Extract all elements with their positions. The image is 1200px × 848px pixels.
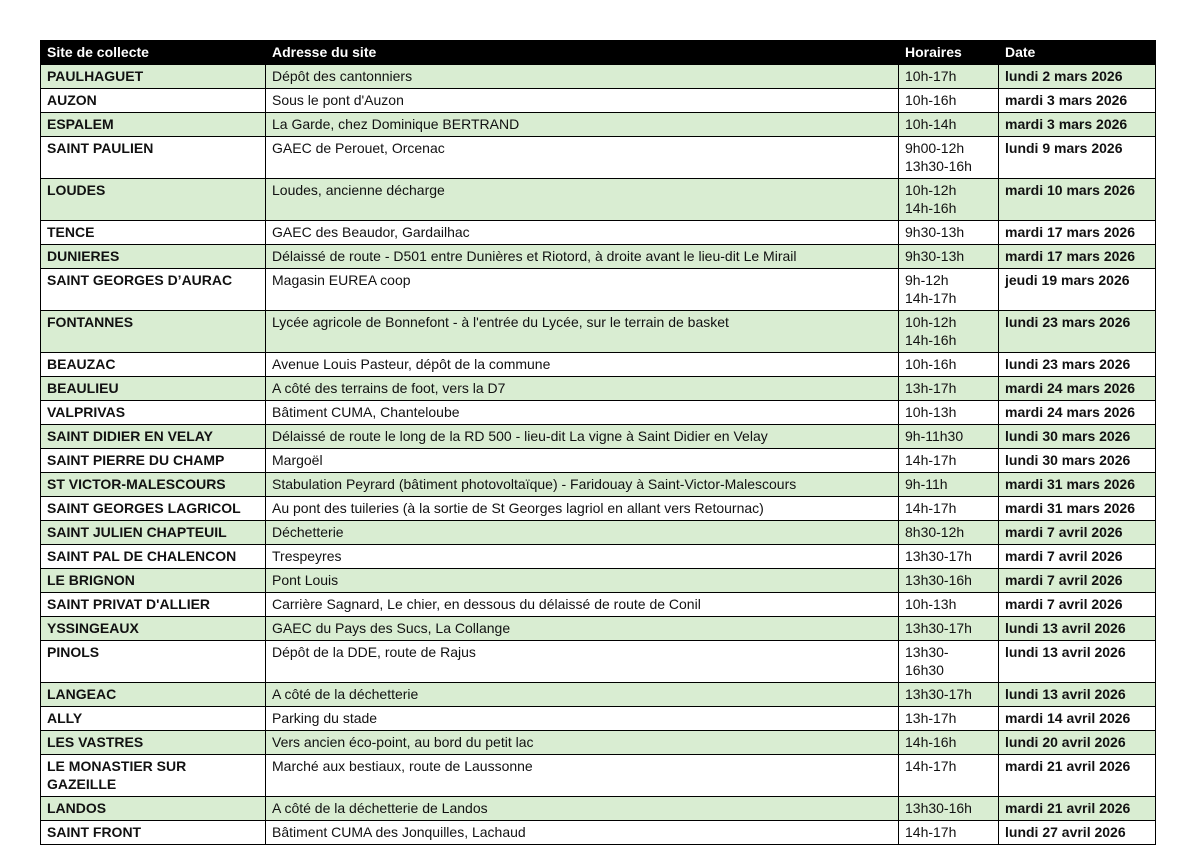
site-cell: DUNIERES [41, 245, 266, 269]
table-row [41, 821, 1156, 845]
hours-cell [899, 797, 999, 821]
table-row [41, 137, 1156, 179]
hours-line: 13h30-16h [905, 800, 972, 816]
site-cell: LANDOS [41, 797, 266, 821]
hours-line: 14h-16h [905, 734, 957, 750]
site-cell: AUZON [41, 89, 266, 113]
site-cell: LES VASTRES [41, 731, 266, 755]
address-cell: Avenue Louis Pasteur, dépôt de la commune [266, 353, 899, 377]
hours-line: 14h-16h [905, 200, 957, 216]
hours-line: 14h-17h [905, 758, 957, 774]
hours-cell [899, 569, 999, 593]
table-row [41, 497, 1156, 521]
address-cell: GAEC du Pays des Sucs, La Collange [266, 617, 899, 641]
table-row [41, 269, 1156, 311]
address-cell: Bâtiment CUMA, Chanteloube [266, 401, 899, 425]
date-cell: mardi 14 avril 2026 [999, 707, 1156, 731]
address-cell: Magasin EUREA coop [266, 269, 899, 311]
site-cell: SAINT FRONT [41, 821, 266, 845]
address-cell: Au pont des tuileries (à la sortie de St Georges lagriol en allant vers Retournac) [266, 497, 899, 521]
hours-line: 10h-16h [905, 92, 957, 108]
date-cell: lundi 2 mars 2026 [999, 65, 1156, 89]
column-header-address: Adresse du site [266, 41, 899, 65]
hours-cell [899, 545, 999, 569]
date-cell: mardi 21 avril 2026 [999, 797, 1156, 821]
collection-schedule-table [40, 40, 1156, 845]
site-cell: SAINT GEORGES LAGRICOL [41, 497, 266, 521]
hours-line: 9h30-13h [905, 224, 965, 240]
table-row [41, 797, 1156, 821]
hours-line: 13h-17h [905, 710, 957, 726]
date-cell: mardi 10 mars 2026 [999, 179, 1156, 221]
address-cell: Bâtiment CUMA des Jonquilles, Lachaud [266, 821, 899, 845]
address-cell: A côté de la déchetterie de Landos [266, 797, 899, 821]
hours-line: 14h-17h [905, 452, 957, 468]
hours-cell [899, 89, 999, 113]
site-cell: PAULHAGUET [41, 65, 266, 89]
header-row [41, 41, 1156, 65]
table-row [41, 641, 1156, 683]
table-row [41, 65, 1156, 89]
date-cell: lundi 20 avril 2026 [999, 731, 1156, 755]
site-cell: FONTANNES [41, 311, 266, 353]
table-row [41, 521, 1156, 545]
table-row [41, 755, 1156, 797]
date-cell: mardi 7 avril 2026 [999, 569, 1156, 593]
date-cell: mardi 17 mars 2026 [999, 245, 1156, 269]
table-row [41, 617, 1156, 641]
collection-schedule-table-wrap [40, 40, 1155, 845]
address-cell: Vers ancien éco-point, au bord du petit lac [266, 731, 899, 755]
site-cell: BEAUZAC [41, 353, 266, 377]
table-row [41, 449, 1156, 473]
hours-line: 14h-17h [905, 824, 957, 840]
table-row [41, 401, 1156, 425]
date-cell: lundi 30 mars 2026 [999, 425, 1156, 449]
address-cell: Délaissé de route le long de la RD 500 - lieu-dit La vigne à Saint Didier en Velay [266, 425, 899, 449]
site-cell: SAINT PAL DE CHALENCON [41, 545, 266, 569]
site-cell: TENCE [41, 221, 266, 245]
hours-cell [899, 449, 999, 473]
column-header-date: Date [999, 41, 1156, 65]
hours-line: 13h30-17h [905, 620, 972, 636]
hours-cell [899, 401, 999, 425]
table-row [41, 89, 1156, 113]
table-row [41, 311, 1156, 353]
address-cell: A côté des terrains de foot, vers la D7 [266, 377, 899, 401]
hours-line: 13h30-17h [905, 548, 972, 564]
table-row [41, 353, 1156, 377]
table-row [41, 221, 1156, 245]
date-cell: mardi 24 mars 2026 [999, 377, 1156, 401]
table-row [41, 683, 1156, 707]
address-cell: Carrière Sagnard, Le chier, en dessous du délaissé de route de Conil [266, 593, 899, 617]
site-cell: SAINT JULIEN CHAPTEUIL [41, 521, 266, 545]
table-row [41, 593, 1156, 617]
hours-line: 9h30-13h [905, 248, 965, 264]
site-cell: LE MONASTIER SUR GAZEILLE [41, 755, 266, 797]
site-cell: ALLY [41, 707, 266, 731]
date-cell: lundi 13 avril 2026 [999, 617, 1156, 641]
address-cell: A côté de la déchetterie [266, 683, 899, 707]
address-cell: Déchetterie [266, 521, 899, 545]
hours-cell [899, 311, 999, 353]
hours-line: 16h30 [905, 662, 944, 678]
date-cell: lundi 13 avril 2026 [999, 683, 1156, 707]
hours-line: 9h00-12h [905, 140, 965, 156]
hours-cell [899, 425, 999, 449]
table-row [41, 569, 1156, 593]
site-cell: SAINT PRIVAT D'ALLIER [41, 593, 266, 617]
date-cell: lundi 30 mars 2026 [999, 449, 1156, 473]
address-cell: Trespeyres [266, 545, 899, 569]
table-row [41, 707, 1156, 731]
site-cell: SAINT GEORGES D’AURAC [41, 269, 266, 311]
hours-cell [899, 707, 999, 731]
hours-cell [899, 245, 999, 269]
date-cell: lundi 9 mars 2026 [999, 137, 1156, 179]
site-cell: VALPRIVAS [41, 401, 266, 425]
hours-cell [899, 179, 999, 221]
hours-line: 14h-17h [905, 500, 957, 516]
date-cell: mardi 31 mars 2026 [999, 497, 1156, 521]
address-cell: Lycée agricole de Bonnefont - à l'entrée du Lycée, sur le terrain de basket [266, 311, 899, 353]
table-row [41, 245, 1156, 269]
hours-line: 10h-13h [905, 596, 957, 612]
hours-line: 14h-17h [905, 290, 957, 306]
address-cell: GAEC de Perouet, Orcenac [266, 137, 899, 179]
hours-cell [899, 617, 999, 641]
hours-line: 14h-16h [905, 332, 957, 348]
hours-line: 10h-13h [905, 404, 957, 420]
address-cell: Margoël [266, 449, 899, 473]
table-row [41, 731, 1156, 755]
date-cell: mardi 21 avril 2026 [999, 755, 1156, 797]
hours-cell [899, 113, 999, 137]
hours-cell [899, 473, 999, 497]
hours-cell [899, 137, 999, 179]
site-cell: ST VICTOR-MALESCOURS [41, 473, 266, 497]
table-row [41, 377, 1156, 401]
address-cell: Délaissé de route - D501 entre Dunières et Riotord, à droite avant le lieu-dit Le Mirail [266, 245, 899, 269]
hours-cell [899, 755, 999, 797]
address-cell: Parking du stade [266, 707, 899, 731]
hours-line: 13h30- [905, 644, 949, 660]
hours-cell [899, 521, 999, 545]
date-cell: mardi 31 mars 2026 [999, 473, 1156, 497]
address-cell: Stabulation Peyrard (bâtiment photovoltaïque) - Faridouay à Saint-Victor-Malescours [266, 473, 899, 497]
date-cell: lundi 23 mars 2026 [999, 311, 1156, 353]
hours-line: 13h30-17h [905, 686, 972, 702]
hours-cell [899, 731, 999, 755]
hours-cell [899, 65, 999, 89]
hours-line: 9h-11h [905, 476, 948, 492]
table-row [41, 179, 1156, 221]
address-cell: GAEC des Beaudor, Gardailhac [266, 221, 899, 245]
hours-cell [899, 377, 999, 401]
date-cell: mardi 3 mars 2026 [999, 113, 1156, 137]
site-cell: SAINT DIDIER EN VELAY [41, 425, 266, 449]
address-cell: Dépôt des cantonniers [266, 65, 899, 89]
hours-cell [899, 497, 999, 521]
hours-cell [899, 221, 999, 245]
site-cell: LANGEAC [41, 683, 266, 707]
hours-line: 10h-14h [905, 116, 957, 132]
table-row [41, 545, 1156, 569]
date-cell: mardi 7 avril 2026 [999, 593, 1156, 617]
date-cell: mardi 7 avril 2026 [999, 521, 1156, 545]
date-cell: jeudi 19 mars 2026 [999, 269, 1156, 311]
site-cell: SAINT PIERRE DU CHAMP [41, 449, 266, 473]
column-header-hours: Horaires [899, 41, 999, 65]
site-cell: PINOLS [41, 641, 266, 683]
date-cell: lundi 13 avril 2026 [999, 641, 1156, 683]
site-cell: YSSINGEAUX [41, 617, 266, 641]
site-cell: LOUDES [41, 179, 266, 221]
schedule-table-body [41, 65, 1156, 845]
table-row [41, 473, 1156, 497]
date-cell: lundi 27 avril 2026 [999, 821, 1156, 845]
hours-line: 10h-12h [905, 182, 957, 198]
hours-cell [899, 269, 999, 311]
hours-line: 10h-16h [905, 356, 957, 372]
hours-line: 13h-17h [905, 380, 957, 396]
address-cell: Dépôt de la DDE, route de Rajus [266, 641, 899, 683]
date-cell: mardi 17 mars 2026 [999, 221, 1156, 245]
hours-cell [899, 641, 999, 683]
site-cell: LE BRIGNON [41, 569, 266, 593]
hours-cell [899, 353, 999, 377]
date-cell: mardi 24 mars 2026 [999, 401, 1156, 425]
column-header-site: Site de collecte [41, 41, 266, 65]
hours-cell [899, 821, 999, 845]
hours-line: 9h-11h30 [905, 428, 964, 444]
address-cell: Pont Louis [266, 569, 899, 593]
date-cell: lundi 23 mars 2026 [999, 353, 1156, 377]
site-cell: ESPALEM [41, 113, 266, 137]
hours-line: 10h-17h [905, 68, 957, 84]
site-cell: BEAULIEU [41, 377, 266, 401]
hours-cell [899, 683, 999, 707]
hours-cell [899, 593, 999, 617]
address-cell: Sous le pont d'Auzon [266, 89, 899, 113]
hours-line: 10h-12h [905, 314, 957, 330]
address-cell: Marché aux bestiaux, route de Laussonne [266, 755, 899, 797]
hours-line: 13h30-16h [905, 572, 972, 588]
date-cell: mardi 7 avril 2026 [999, 545, 1156, 569]
hours-line: 13h30-16h [905, 158, 972, 174]
date-cell: mardi 3 mars 2026 [999, 89, 1156, 113]
hours-line: 8h30-12h [905, 524, 965, 540]
address-cell: La Garde, chez Dominique BERTRAND [266, 113, 899, 137]
address-cell: Loudes, ancienne décharge [266, 179, 899, 221]
table-header [41, 41, 1156, 65]
site-cell: SAINT PAULIEN [41, 137, 266, 179]
table-row [41, 113, 1156, 137]
table-row [41, 425, 1156, 449]
hours-line: 9h-12h [905, 272, 949, 288]
